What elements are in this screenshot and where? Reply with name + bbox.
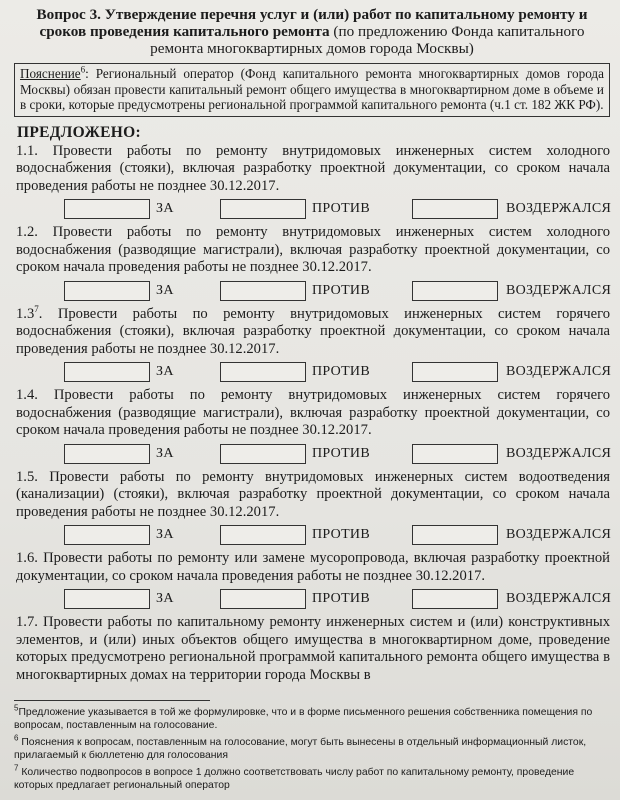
vote-against-checkbox[interactable] <box>220 362 306 382</box>
proposal-item-1-3 <box>16 303 610 359</box>
proposal-item-1-4 <box>16 387 610 440</box>
item-text: Провести работы по ремонту внутридомовых инженерных систем холодного водоснабжения (стояки), включая разработку проектной документации, со сроком начала проведения работы не позднее 30.12.2017. <box>16 142 610 194</box>
footnote-text: Количество подвопросов в вопросе 1 должно соответствовать числу работ по капитальному ремонту, проведение которых предлагает региональный оператор <box>14 767 575 791</box>
vote-abstain-checkbox[interactable] <box>412 444 498 464</box>
item-number: 1.4. <box>16 387 38 403</box>
vote-against-checkbox[interactable] <box>220 525 306 545</box>
proposal-item-1-1 <box>16 143 610 196</box>
item-text: Провести работы по ремонту или замене мусоропровода, включая разработку проектной документации, со сроком начала проведения работы не позднее 30.12.2017. <box>16 550 610 584</box>
footnote-text: Пояснения к вопросам, поставленным на голосование, могут быть вынесены в отдельный информационный листок, прилагаемый к бюллетеню для голосования <box>14 737 587 761</box>
vote-against-label: ПРОТИВ <box>312 201 370 216</box>
vote-row-1-4 <box>14 442 610 466</box>
footnote-number: 6 <box>14 733 19 743</box>
vote-row-1-3 <box>14 360 610 384</box>
item-number: 1.6. <box>16 550 38 566</box>
footnote-number: 7 <box>14 763 19 773</box>
item-text: Провести работы по ремонту внутридомовых инженерных систем водоотведения (канализации) (стояки), включая разработку проектной документации, со сроком начала проведения работы не позднее 30.12.2017. <box>16 468 610 520</box>
vote-abstain-label: ВОЗДЕРЖАЛСЯ <box>506 201 612 216</box>
vote-for-label: ЗА <box>156 282 174 298</box>
vote-abstain-checkbox[interactable] <box>412 281 498 301</box>
item-text: Провести работы по ремонту внутридомовых инженерных систем горячего водоснабжения (разводящие магистрали), включая разработку проектной документации, со сроком начала проведения работы не позднее 30.12.2017. <box>16 387 610 438</box>
vote-abstain-label: ВОЗДЕРЖАЛСЯ <box>506 527 612 542</box>
vote-against-label: ПРОТИВ <box>312 445 370 461</box>
explanation-label: Пояснение <box>20 66 81 81</box>
vote-row-1-6 <box>14 587 610 611</box>
proposal-item-1-2 <box>16 224 610 277</box>
vote-abstain-checkbox[interactable] <box>412 525 498 545</box>
vote-against-label: ПРОТИВ <box>312 282 370 298</box>
item-number: 1.2. <box>16 224 38 240</box>
vote-for-checkbox[interactable] <box>64 362 150 382</box>
vote-against-checkbox[interactable] <box>220 281 306 301</box>
item-number: 1.5. <box>16 468 38 485</box>
vote-abstain-checkbox[interactable] <box>412 589 498 609</box>
item-number: 1.3 <box>16 305 35 322</box>
vote-for-label: ЗА <box>156 445 174 461</box>
vote-for-checkbox[interactable] <box>64 281 150 301</box>
footnote-6 <box>14 733 610 762</box>
item-text: . Провести работы по ремонту внутридомовых инженерных систем горячего водоснабжения (стояки), включая разработку проектной документации, со сроком начала проведения работы не позднее 30.12.2017. <box>16 305 610 357</box>
question-heading <box>18 6 606 57</box>
vote-for-checkbox[interactable] <box>64 525 150 545</box>
vote-abstain-label: ВОЗДЕРЖАЛСЯ <box>506 364 612 379</box>
footnote-5 <box>14 703 610 732</box>
vote-row-1-1 <box>14 197 610 221</box>
item-number: 1.7. <box>16 614 38 630</box>
vote-for-label: ЗА <box>156 527 174 542</box>
proposal-item-1-7 <box>16 614 610 684</box>
item-text: Провести работы по ремонту внутридомовых инженерных систем холодного водоснабжения (разводящие магистрали), включая разработку проектной документации, со сроком начала проведения работы не позднее 30.12.2017. <box>16 224 610 275</box>
vote-abstain-label: ВОЗДЕРЖАЛСЯ <box>506 445 612 461</box>
explanation-text: : Региональный оператор (Фонд капитального ремонта многоквартирных домов города Москвы) обязан провести капитальный ремонт общего имущества в многоквартирном доме в объеме и в сроки, которые предусмотрены региональной программой капитального ремонта (ч.1 ст. 182 ЖК РФ). <box>20 66 604 112</box>
vote-for-label: ЗА <box>156 364 174 379</box>
vote-abstain-label: ВОЗДЕРЖАЛСЯ <box>506 591 612 606</box>
footnote-number: 5 <box>14 703 19 713</box>
footnote-divider <box>14 700 210 701</box>
proposal-item-1-6 <box>16 550 610 585</box>
footnote-7 <box>14 763 610 792</box>
vote-against-label: ПРОТИВ <box>312 527 370 542</box>
vote-for-checkbox[interactable] <box>64 589 150 609</box>
item-footnote-ref: 7 <box>34 303 39 314</box>
vote-abstain-checkbox[interactable] <box>412 362 498 382</box>
vote-against-checkbox[interactable] <box>220 199 306 219</box>
question-title: Вопрос 3. Утверждение перечня услуг и (или) работ по капитальному ремонту и сроков проведения капитального ремонта <box>36 6 588 40</box>
vote-against-checkbox[interactable] <box>220 444 306 464</box>
vote-row-1-2 <box>14 279 610 303</box>
vote-abstain-label: ВОЗДЕРЖАЛСЯ <box>506 282 612 298</box>
vote-for-label: ЗА <box>156 201 174 216</box>
proposal-item-1-5 <box>16 469 610 522</box>
item-number: 1.1. <box>16 142 38 159</box>
vote-for-checkbox[interactable] <box>64 444 150 464</box>
vote-row-1-5 <box>14 523 610 547</box>
vote-against-label: ПРОТИВ <box>312 364 370 379</box>
vote-for-label: ЗА <box>156 591 174 606</box>
proposed-heading: ПРЕДЛОЖЕНО: <box>17 123 141 141</box>
vote-against-checkbox[interactable] <box>220 589 306 609</box>
explanation-footnote-ref: 6 <box>80 64 86 75</box>
question-note: (по предложению Фонда капитального ремонта многоквартирных домов города Москвы) <box>150 23 585 57</box>
item-text: Провести работы по капитальному ремонту инженерных систем и (или) конструктивных элементов, и (или) иных объектов общего имущества в многоквартирном доме, проведение которых предусмотрено региональной программой капитального ремонта общего имущества в многоквартирных домах на территории города Москвы в <box>16 614 610 683</box>
footnote-text: Предложение указывается в той же формулировке, что и в форме письменного решения собственника помещения по вопросам, поставленным на голосование. <box>14 707 593 731</box>
explanation-box <box>14 63 610 117</box>
vote-abstain-checkbox[interactable] <box>412 199 498 219</box>
vote-for-checkbox[interactable] <box>64 199 150 219</box>
vote-against-label: ПРОТИВ <box>312 591 370 606</box>
